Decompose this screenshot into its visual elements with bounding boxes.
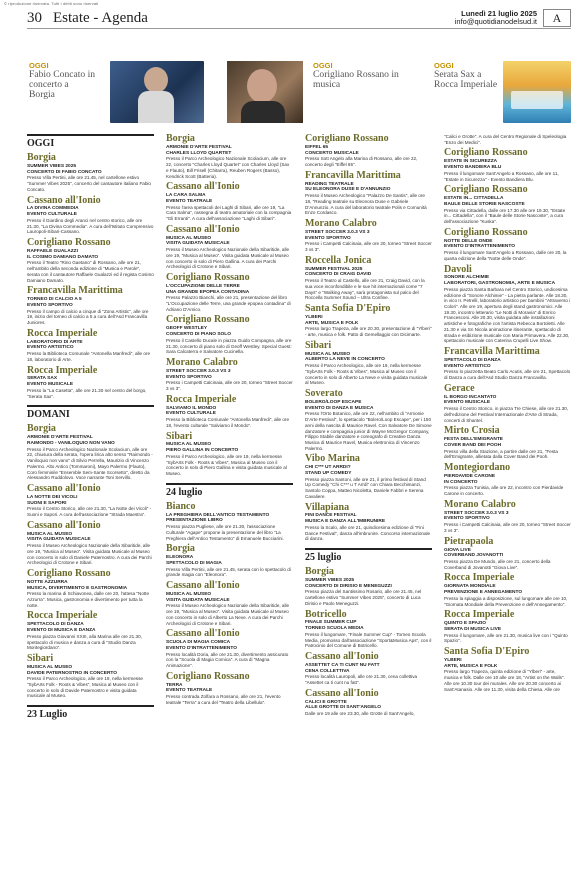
event-town: Borgia: [305, 566, 334, 578]
event-title: SUMMER VIBES 2025 CONCERTO DI FABIO CONCATO: [27, 163, 102, 175]
event-item: [444, 384, 571, 424]
event-description: Presso il lungomare Sant'Angelo a Rossano, alle ore 11, "Estate in Sicurezza" - Evento Bandiera Blu.: [444, 170, 559, 182]
event-description: Presso la Biblioteca Comunale "Antonella Manfredi", alle ore 18, l'evento culturale "Salviamo il Mondo".: [166, 417, 290, 428]
event-description: Presso il Castello Ducale in piazza Guido Compagna, alle ore 21.30, concerto di piano solo di Geoff Westley. Special Guest: Sara Calcaterra e Salvatore Cucinella.: [166, 337, 292, 355]
event-title: ESTATE IN... CITTADELLA BAULE DELLE STORIE NASCOSTE: [444, 196, 525, 207]
event-item: [166, 358, 293, 392]
event-item: [166, 581, 293, 626]
event-town: Morano Calabro: [444, 498, 516, 510]
event-item: [27, 286, 154, 326]
event-item: [444, 537, 571, 571]
event-item: [444, 228, 571, 262]
highlight-tag: OGGI: [313, 61, 333, 70]
event-item: [27, 153, 154, 193]
day-heading: 23 Luglio: [27, 705, 154, 720]
event-title: SPETTACOLO DI DANZA EVENTO DI MUSICA E DANZA: [27, 622, 96, 634]
event-town: Gerace: [444, 382, 475, 394]
event-title: FINALE SUMMER CUP TORNEO SCUOLA MEDIA: [305, 620, 364, 632]
event-town: Vibo Marina: [305, 453, 360, 465]
event-description: Presso Villa Pertini, alle ore 21.45, nel cartellone estivo "Summer Vibes 2025", concerto del cantautore italiano Fabio Concato.: [27, 175, 151, 192]
event-item: [444, 347, 571, 381]
event-item: [305, 689, 432, 717]
event-title: STREET SOCCER 3.0.3 VS 3 EVENTO SPORTIVO: [444, 510, 509, 522]
event-description: Presso i Campetti Calcinaia, alle ore 20, torneo "Street Soccer 3 vs 3".: [444, 522, 571, 533]
event-title: GEOFF WESTLEY CONCERTO DI PIANO SOLO: [166, 326, 231, 338]
event-description: Presso piazza Pugliese, alle ore 21.30, l'associazione Culturale "Agape" propone la presentazione del libro "La Preghiera dell'Antico Testamento" di Emanuele Bucciarini.: [166, 524, 284, 541]
event-description: Presso piazza Santa Barbara nel Centro Storico, undicesima edizione di "Sonore Alchimie" - La pietra parlante. Alle 18.30, in vico II. Petrelli, laboratorio artistico per bambini "Attraverso i Colori". Alle ore 19, apertura degli stand gastronomici. Alle 19.30, incontro letterario "Le Notti di Moravia" di Enrico Francesconi. Alle 20.30, visita guidata alle installazioni artistiche e fotografiche con l'artista Rebecca Bortoletti. Alle 21.30 e via Sn Nicola animazione itinerante, spettacolo di strada e esibizione musicale con Maria Primavera. Alle 22.30, spettacolo musicale con Caterina Crupelli Live Show.: [444, 286, 571, 344]
event-title: TORNEO DI CALCIO A 5 EVENTO SPORTIVO: [27, 297, 82, 308]
event-description: Presso il Parco Archeologico, alle ore 19, nella kermesse "SybArts Folk - Roots & Vibes", Musica al Museo con il concerto in solo di Alberto La Neve e visita guidata musicale al Museo.: [305, 363, 428, 386]
event-title: GIOVA LIVE COVERBAND JOVANOTTI: [444, 547, 504, 559]
event-title: STREET SOCCER 3.0.3 VS 3 EVENTO SPORTIVO: [305, 229, 370, 241]
event-title: BOLERO/LOOP ESCAPE EVENTO DI DANZA E MUSICA: [305, 399, 374, 411]
highlight-tag: OGGI: [29, 61, 49, 70]
event-item: [305, 256, 432, 301]
event-item: [166, 544, 293, 578]
newspaper-logo: A: [543, 9, 571, 27]
event-item: [305, 389, 432, 451]
event-description: Presso il Parco Archeologico, alle ore 19, nella kermesse "SybArts Folk - Roots & Vibes", Musica al Museo con il concerto in solo di Piero Gallina e visita guidata musicale al Museo.: [166, 453, 287, 476]
event-description: "Calici e Grotte". A cura del Centro Regionale di Speleologia "Enzo dei Medici".: [444, 134, 567, 145]
event-description: Presso piazza Giovanni XXIII, alla Marina alle ore 21.30, spettacolo di musica e danza a cura di "Studio Danza Montegiordano".: [27, 633, 142, 651]
event-town: Cassano all'Ionio: [27, 519, 101, 531]
event-town: Rocca Imperiale: [27, 364, 98, 376]
event-title: IL BORGO INCANTATO EVENTO MUSICALE: [444, 394, 497, 406]
event-description: Presso il Parco Archeologico Nazionale Scolacium, alle ore 22, chiusura della serata, l'opera lirica alto senso "Raimondo - Vaniloquio non vano" di Silvio Perrella, Maurizio di Vincenzo Palermo. Alto Antico (Tommaroni), Mayo Palermo (Flauto), Coro femminile "Ensemble Sem-Sante Scorsetto", diretto da Alessandro Ruddolovo. Voce narrante Toni Servillo.: [27, 446, 153, 481]
event-town: Morano Calabro: [305, 218, 377, 229]
event-town: Cassano all'Ionio: [27, 482, 101, 494]
event-description: Dalle ore 19 alle ore 23.30, alle Grotte di Sant'Angelo,: [305, 711, 415, 717]
event-town: Botricello: [305, 608, 347, 620]
event-description: Presso i Campetti Calcinaia, alle ore 20, torneo "Street Soccer 3 vs 3".: [305, 241, 432, 253]
event-title: MUSICA AL MUSEO DAVIDE PATERNOSTRO IN CONCERTO: [27, 664, 117, 676]
event-town: Morano Calabro: [166, 356, 238, 368]
event-town: Santa Sofia D'Epiro: [305, 303, 391, 314]
copyright-notice: © riproduzione riservata. Tutti i diritti sono riservati: [4, 1, 99, 6]
event-item: [444, 134, 571, 145]
event-town: Rocca Imperiale: [27, 610, 98, 622]
event-description: Presso il campo di calcio a cinque di "Zona Artistic", alle ore 19, inizio del torneo di calcio a 5 a cura dell'Asd Francavilla Juniores.: [27, 308, 149, 325]
event-description: Presso piazza De Mundo, alle ore 21, concerto della Coverband di Jovanotti "Giova Live".: [444, 559, 551, 570]
event-town: Francavilla Marittima: [444, 346, 540, 358]
day-heading: 24 luglio: [166, 483, 293, 498]
event-item: [444, 185, 571, 225]
event-description: Presso località Doria, alle ore 21.30, divertimento assicurato con la "Scuola di Magia Comica". A cura di "Magna Animazione".: [166, 651, 289, 668]
highlights-strip: [27, 61, 571, 123]
event-description: Presso la spiaggia a disposizione, sul lungomare alle ore 10, "Giornata Mondiale della Prevenzione e dell'Annegamento".: [444, 595, 568, 607]
event-title: SALVIAMO IL MONDO EVENTO CULTURALE: [166, 405, 217, 417]
event-item: [305, 304, 432, 338]
event-title: PIERDAVIDE CARONE IN CONCERTO: [444, 473, 496, 485]
event-description: Presso Sott Angelo alla Marina di Rossano, alle ore 22, concerto degli "Eiffel 65".: [305, 156, 418, 168]
column-4: [444, 134, 571, 860]
event-town: Roccella Jonica: [305, 254, 372, 266]
event-item: [305, 219, 432, 253]
event-town: Francavilla Marittima: [305, 169, 401, 181]
event-description: Presso la Biblioteca Comunale "Antonella Manfredi", alle ore 18, laboratorio di Arte.: [27, 351, 151, 362]
event-town: Cassano all'Ionio: [166, 628, 240, 640]
event-item: [305, 567, 432, 607]
event-town: Corigliano Rossano: [305, 134, 389, 144]
event-title: LABORATORIO DI ARTE EVENTO ARTISTICO: [27, 339, 83, 351]
event-town: Bianco: [166, 500, 196, 512]
section-title: Estate - Agenda: [53, 10, 148, 26]
event-title: ARMONIE D'ARTE FESTIVAL RAIMONDO - VANILOQUIO NON VANO: [27, 435, 115, 446]
event-town: Sibari: [305, 339, 332, 351]
event-title: LA PREGHIERA DELL'ANTICO TESTAMENTO PRESENTAZIONE LIBRO: [166, 512, 270, 524]
event-title: MUSICA AL MUSEO PIERO GALLINA IN CONCERTO: [166, 442, 239, 454]
event-town: Santa Sofia D'Epiro: [444, 646, 530, 657]
highlight-3: [432, 61, 571, 123]
event-title: GIORNATA MONDIALE PREVENZIONE E ANNEGAMENTO: [444, 584, 523, 596]
event-town: Sibari: [27, 652, 54, 664]
event-item: [444, 463, 571, 497]
event-town: Corigliano Rossano: [444, 184, 528, 196]
day-heading: 25 luglio: [305, 548, 432, 563]
event-title: TERRA EVENTO TEATRALE: [166, 682, 213, 694]
event-item: [166, 273, 293, 313]
event-title: RAFFAELE GUALAZZI IL COSIMO DAMIANO DAMATO: [27, 248, 99, 260]
event-title: ESTATE IN SICUREZZA EVENTO BANDIERA BLU: [444, 159, 502, 171]
event-title: SCUOLA DI MAGIA COMICA EVENTO D'INTRATTENIMENTO: [166, 640, 237, 651]
event-description: Presso il Centro Storico, in piazza Tre Chiese, alle ore 21.30, dell'edizione del Festival Internazionale d'Arte di Strada, concerti di Shantel.: [444, 406, 569, 423]
event-title: SUMMER FESTIVAL 2025 CONCERTO DI CRAIG DAVID: [305, 266, 372, 278]
event-description: Presso la marina di Schiavonea, dalle ore 20, l'attesa "Notte Azzurra". Musica, gastronomia e divertimento per tutta la notte.: [27, 591, 150, 608]
column-2: [166, 134, 293, 860]
event-description: Presso il Museo Archeologico Nazionale della Sibaritide, alle ore 19, "Musica al Museo". Visita guidata Musicale al Museo con concerto in solo di Daniele Paternostro. A cura dei Parchi Archeologici di Crotone e Sibari.: [27, 543, 152, 566]
event-title: ELEONORA SPETTACOLO DI MAGIA: [166, 555, 222, 566]
event-town: Borgia: [27, 152, 56, 163]
event-item: [305, 341, 432, 386]
agenda-listings: [27, 134, 571, 860]
event-town: Pietrapaola: [444, 535, 494, 547]
event-description: Presso il Giardino degli Aranci nel centro storico, alle ore 21.30, "La Divina Commedia". A cura dell'Istituto Comprensivo Lauropoli-Sibari-Cassano.: [27, 217, 154, 235]
event-description: Presso largo Trapeza, alle ore 20.30, presentazione di "Ylberi" - arte, musica e folk. Patto di Gemellaggio con Dicimarte.: [305, 326, 432, 338]
event-description: Presso il lungomare, "Finale Summer Cup" - Torneo Scuola Media, promosso dall'associazione "Sport&Musica Aps", con il Patrocinio del Comune di Botricello.: [305, 631, 432, 649]
event-town: Corigliano Rossano: [166, 271, 250, 283]
event-description: Presso lo piazzetta Beato Carlo Acutis, alle ore 21, Spettacolo di Danza a cura dell'Asd Studio Danza Francavilla.: [444, 369, 571, 381]
event-town: Corigliano Rossano: [444, 226, 528, 238]
highlight-2: [227, 61, 407, 123]
event-item: [305, 134, 432, 168]
event-town: Mirto Crosia: [444, 425, 500, 437]
event-poster: [503, 61, 571, 123]
event-town: Rocca Imperiale: [444, 609, 515, 621]
event-town: Borgia: [166, 543, 195, 555]
event-item: [27, 329, 154, 363]
page-header: [27, 7, 571, 29]
event-description: Presso Villa Pertini, alle ore 21.45, serata con lo spettacolo di grande magia con "Eleonora".: [166, 566, 291, 578]
event-town: Borgia: [166, 134, 195, 144]
event-town: Soverato: [305, 388, 343, 399]
event-description: Presso la "La Casetta", alle ore 21.30 nel centro del borgo, "Serata Sax".: [27, 387, 147, 399]
event-title: MUSICA AL MUSEO ALBERTO LA NEVE IN CONCERTO: [305, 351, 385, 363]
event-description: Presso Palazzo Bianchi, alle ore 21, presentazione del libro "L'Occupazione delle Terre, una grande epopea contadina" di Adriano D'Amico.: [166, 295, 291, 312]
event-town: Cassano all'Ionio: [166, 580, 240, 591]
event-title: SERATA SAX EVENTO MUSICALE: [27, 376, 74, 388]
event-town: Corigliano Rossano: [166, 670, 250, 682]
event-town: Davoli: [444, 263, 472, 275]
event-item: [166, 315, 293, 355]
event-item: [27, 238, 154, 283]
event-item: [27, 611, 154, 651]
event-town: Cassano all'Ionio: [166, 181, 240, 193]
event-description: Presso il Teatro al Castello, alle ore 21, Craig David, con la sua voce inconfondibile e le sue hit internazionali come "7 Days" e "Walking Away", sarà protagonista sul palco del Roccella Summer Sound – Ultra Confine.: [305, 278, 425, 301]
event-description: Presso villa della Stazione, a partire dalle ore 21, "Festa dell'Emigrante, allietata dalla Cover Band dei Pooh.: [444, 448, 558, 460]
event-item: [444, 610, 571, 644]
event-title: FESTA DELL'EMIGRANTE COVER BAND DEI POOH: [444, 437, 503, 448]
event-description: Presso il Centro Storico, alle ore 21.30, "La Notte dei Vicoli" - Suoni e Sapori. A cura dell'associazione "Strada Maestra".: [27, 506, 152, 517]
event-title: MUSICA AL MUSEO VISITA GUIDATA MUSICALE: [166, 591, 230, 603]
event-item: [166, 502, 293, 542]
event-description: Presso piazza Santoni, alle ore 21, il primo festival di Stand Up Comedy "Chi C*** u T Arrdi" con Chiara Becchimanzi, Santolo Coppa, Matteo Nicoletta, Daniele Fabbri e Serena Cavaliere.: [305, 476, 426, 499]
event-title: LA NOTTE DEI VICOLI SUONI E SAPORI: [27, 494, 78, 506]
event-description: Presso l'area spettacoli dei Laghi di Sibari, alle ore 19, "La Cara Salma", rassegna di teatro amatoriale con la compagnia "Gli Erranti". A cura dell'associazione "Laghi di Sibari".: [166, 204, 292, 221]
event-town: Sibari: [166, 430, 193, 442]
event-description: Presso via Cittadella, dalle ore 17.30 alle ore 19.30, "Estate in... Cittadella", con il "Baule delle Storie Nascoste", a cura dell'associazione "Kuska".: [444, 207, 566, 224]
event-title: YLBERI ARTE, MUSICA E FOLK: [444, 657, 498, 669]
event-item: [444, 265, 571, 345]
event-title: SPETTACOLO DI DANZA EVENTO ARTISTICO: [444, 357, 501, 369]
event-title: ASSETTET CA TI CUNT NU FATT CENA COLLETTIVA: [305, 662, 380, 674]
highlight-text: Fabio Concato in concerto a Borgia: [29, 69, 96, 101]
event-title: MUSICA AL MUSEO VISITA GUIDATA MUSICALE: [27, 531, 91, 543]
event-description: Presso il Museo Archeologico "Palazzo De Santis", alle ore 18, "Reading teatrale su Eleonora Duse e Gabriele D'Annunzio. A cura del laboratorio teatrale Polis e Comunità Enzo Cordasco.: [305, 193, 427, 216]
event-item: [27, 654, 154, 699]
event-item: [166, 629, 293, 669]
day-heading: OGGI: [27, 134, 154, 149]
event-item: [166, 395, 293, 429]
event-item: [166, 182, 293, 222]
event-item: [444, 500, 571, 534]
event-title: STREET SOCCER 3.0.3 VS 3 EVENTO SPORTIVO: [166, 368, 231, 380]
event-town: Cassano all'Ionio: [166, 223, 240, 235]
event-item: [444, 426, 571, 460]
event-title: NOTTE AZZURRA MUSICA, DIVERTIMENTO E GASTRONOMIA: [27, 579, 128, 591]
column-1: [27, 134, 154, 860]
event-item: [27, 196, 154, 236]
event-title: SONORE ALCHIMIE LABORATORI, GASTRONOMIA, ARTE E MUSICA: [444, 275, 556, 287]
event-title: CHI C*** UT ARRDI? STAND UP COMEDY: [305, 465, 352, 476]
artist-photo: [227, 61, 303, 123]
highlight-text: Corigliano Rossano in musica: [313, 69, 399, 91]
event-item: [444, 573, 571, 607]
event-description: Presso largo Trapeza, quinta edizione di "Ylberi" - arte, musica e folk. Dalle ore 10 alle ore 18, "Artist on the Walls". Alle ore 10.30 tour dei murales. Alle ore 20.30 concerto ai Sant'Atanasio. Alle ore 11.30, visita della Chiesa. Alle ore: [444, 669, 565, 692]
event-item: [27, 366, 154, 400]
event-town: Rocca Imperiale: [444, 572, 515, 584]
event-description: Presso i Campetti Calcinaia, alle ore 20, torneo "Street Soccer 3 vs 3".: [166, 380, 293, 391]
event-town: Corigliano Rossano: [166, 314, 250, 326]
event-town: Borgia: [27, 423, 56, 435]
event-item: [166, 225, 293, 270]
event-item: [444, 647, 571, 692]
event-description: Presso il Museo Archeologico Nazionale della Sibaritide, alle ore 19, "Musica al Museo". Visita guidata Musicale al Museo con concerto in solo di Alberto La Neve. A cura dei Parchi Archeologici di Crotone e Sibari.: [166, 603, 290, 626]
event-description: Presso località Lauropoli, alle ore 21.30, cena collettiva "Assettet ca ti cunt nu fatt".: [305, 674, 418, 686]
event-town: Rocca Imperiale: [27, 327, 98, 339]
event-town: Montegiordano: [444, 462, 511, 474]
event-title: EIFFEL 65 CONCERTO MUSICALE: [305, 144, 359, 156]
event-title: YLBERI ARTE, MUSICA E FOLK: [305, 314, 359, 326]
event-description: Presso il Parco Archeologico Nazionale Scolacium, alle ore 22, concerto "Charles Lloyd Quartet" con Charles Lloyd (Sax e Flauto), Bill Frisell (Chitarra), Reuben Rogers (Basso), Kendrick Scott (Batteria).: [166, 156, 290, 179]
highlight-1: [27, 61, 207, 123]
event-item: [27, 484, 154, 518]
event-description: Presso l'Orto Botanico, alle ore 22, nell'ambito di "Armonie D'Arte Festival", lo spettacolo "Bolero/Loop Escape", per i 150 anni della nascita di Maurice Ravel. Con Salvatore De Simone danzatore e compagnia junior di Wayne McGregor Company, Filippo Stabile danzatore e coreografo di Creative Danza Musica di Maurice Ravel, Musica elettronica di Vincenzo Palermo.: [305, 411, 432, 451]
event-town: Rocca Imperiale: [166, 393, 237, 405]
event-item: [27, 521, 154, 566]
event-town: Cassano all'Ionio: [305, 651, 379, 663]
event-town: Villapiana: [305, 501, 350, 513]
event-item: [27, 569, 154, 609]
event-item: [166, 432, 293, 477]
event-title: ARMONIE D'ARTE FESTIVAL CHARLES LLOYD QUARTET: [166, 144, 232, 156]
event-item: [305, 171, 432, 216]
event-item: [305, 610, 432, 650]
event-town: Corigliano Rossano: [444, 147, 528, 159]
event-title: QUINTO E SPAZIO SERATA DI MUSICA LIVE: [444, 621, 502, 632]
event-item: [166, 134, 293, 179]
event-title: NOTTE DELLE ONDE EVENTO D'INTRATTENIMENTO: [444, 238, 515, 250]
event-town: Cassano all'Ionio: [305, 687, 379, 699]
event-description: Presso il lungomare Sant'Angelo a Rossano, dalle ore 20, la quarta edizione della "Notte delle Onde".: [444, 250, 567, 261]
highlight-text: Serata Sax a Rocca Imperiale: [434, 69, 498, 91]
column-3: [305, 134, 432, 860]
event-description: Presso il Parco Archeologico, alle ore 19, nella kermesse "SybArts Folk - Roots & Vibes", Musica al Museo con il concerto in solo di Davide Paternostro e visita guidata musicale al Museo.: [27, 676, 143, 699]
event-description: Presso piazza del Santissimo Rosario, alle ore 21.45, nel cartellone estivo "Summer Vibes 2025", concerto di Luca Dirisio e Paolo Meneguzzi.: [305, 589, 422, 606]
event-town: Cassano all'Ionio: [27, 194, 101, 206]
event-description: Presso il Museo Archeologico Nazionale della Sibaritide, alle ore 19, "Musica al Museo". Visita guidata Musicale al Museo con concerto in solo di Piero Gallina. A cura dei Parchi Archeologici di Crotone e Sibari.: [166, 247, 290, 270]
event-title: READING TEATRALE SU ELEONORA DUSE E D'ANNUNZIO: [305, 181, 391, 193]
day-heading: DOMANI: [27, 405, 154, 420]
event-town: Francavilla Marittima: [27, 285, 123, 297]
page-number: 30: [27, 10, 42, 26]
event-description: Presso contrada Zolfara a Rossano, alle ore 21, l'evento teatrale "Terra" a cura del "Teatro della Libellula".: [166, 694, 281, 705]
event-title: FINI DANCE FESTIVAL MUSICA E DANZA ALL'IMBRUNIRE: [305, 513, 386, 525]
issue-info: [455, 10, 537, 26]
event-title: L'OCCUPAZIONE DELLE TERRE UNA GRANDE EPOPEA CONTADINA: [166, 283, 250, 295]
event-item: [305, 652, 432, 686]
event-title: CALICI E GROTTE ALLE GROTTE DI SANT'ANGELO: [305, 699, 382, 711]
event-title: LA CARA SALMA EVENTO TEATRALE: [166, 193, 213, 204]
event-description: Presso la Scalo, alle ore 21, quindicesima edizione di "Fini Dance Festival", danza all'imbrunire. Concorso internazionale di danza.: [305, 524, 431, 542]
event-item: [27, 424, 154, 481]
event-title: MUSICA AL MUSEO VISITA GUIDATA MUSICALE: [166, 235, 230, 247]
issue-date: Lunedì 21 luglio 2025: [461, 9, 537, 18]
event-item: [166, 672, 293, 706]
event-description: Presso il lungomare, alle ore 21.30, musica live con i "Quinto Spazio".: [444, 632, 568, 644]
contact-email: info@quotidianodelsud.it: [454, 16, 537, 26]
event-item: [444, 148, 571, 182]
event-item: [305, 454, 432, 499]
event-title: SUMMER VIBES 2025 CONCERTO DI DIRISIO E MENEGUZZI: [305, 577, 392, 589]
event-town: Corigliano Rossano: [27, 237, 111, 248]
event-title: LA DIVINA COMMEDIA EVENTO CULTURALE: [27, 206, 79, 218]
event-town: Corigliano Rossano: [27, 567, 111, 579]
event-item: [305, 503, 432, 543]
event-description: Presso piazza Tunisia, alle ore 22, incontro con Pierdavide Carone in concerto.: [444, 485, 564, 497]
event-description: Presso il Teatro "Rino Gaetano" di Rossano, alle ore 21, nell'ambito della seconda edizione di "Musica e Parole", serata con il cantautore Raffaele Gualazzi ed il regista Cosimo Damiano Damato.: [27, 260, 154, 283]
concert-photo: [110, 61, 204, 123]
highlight-tag: OGGI: [434, 61, 454, 70]
